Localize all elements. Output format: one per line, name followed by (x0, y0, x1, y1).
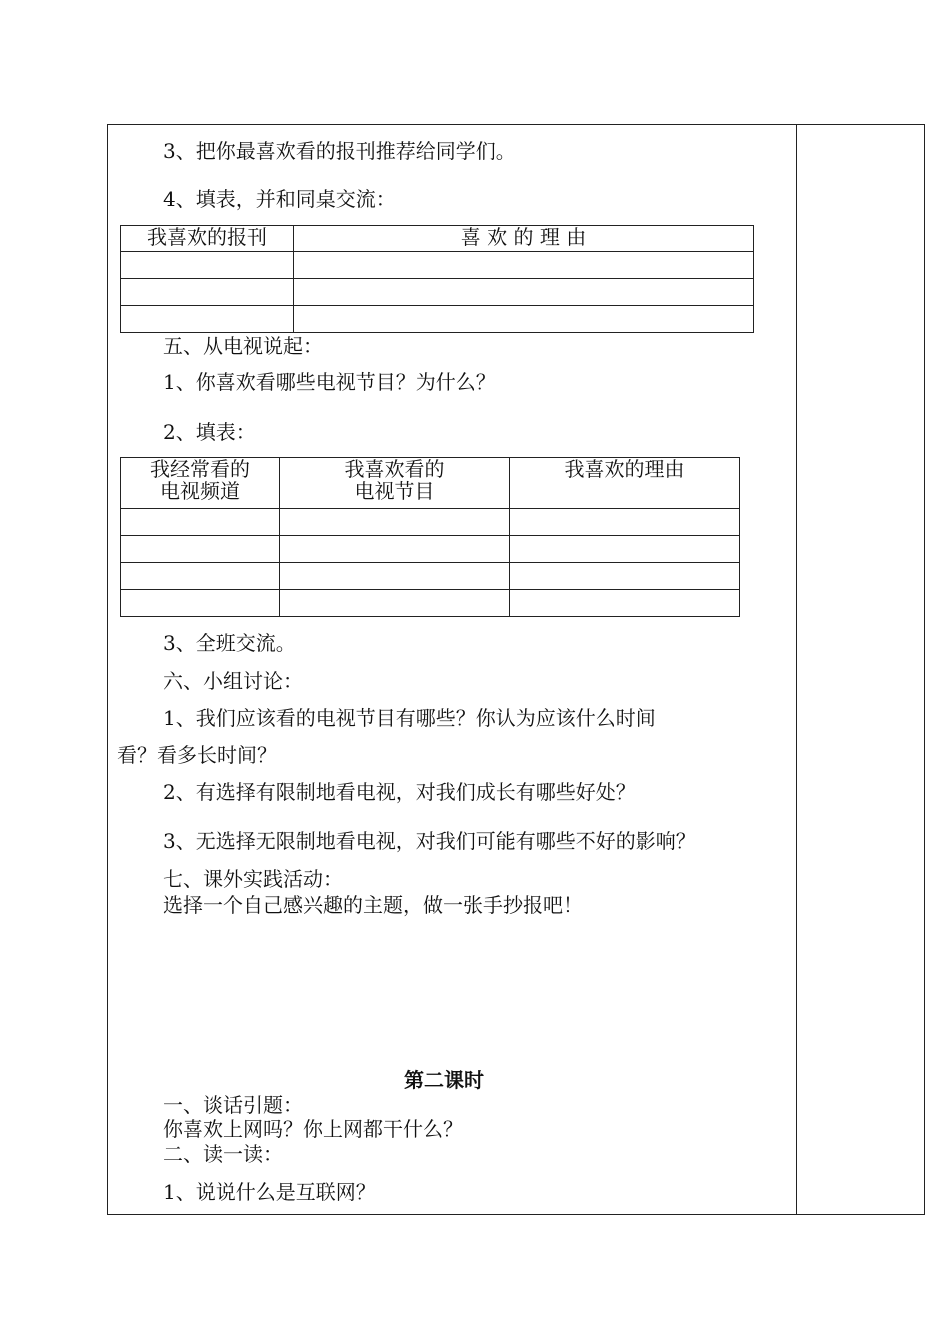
section-6-item-1-line-1: 1、我们应该看的电视节目有哪些？你认为应该什么时间 (163, 706, 656, 730)
section-6-item-3: 3、无选择无限制地看电视，对我们可能有哪些不好的影响？ (163, 829, 696, 853)
table-cell (510, 590, 740, 617)
table-cell (121, 252, 294, 279)
table-header-cell: 喜 欢 的 理 由 (294, 226, 754, 252)
lesson-2-section-2-item-1: 1、说说什么是互联网？ (163, 1180, 376, 1204)
section-5-item-1: 1、你喜欢看哪些电视节目？为什么？ (163, 370, 496, 394)
table-cell (121, 563, 280, 590)
section-5-item-3: 3、全班交流。 (163, 631, 296, 655)
lesson-2-section-1-body: 你喜欢上网吗？你上网都干什么？ (163, 1117, 463, 1141)
table-header-cell: 我喜欢的报刊 (121, 226, 294, 252)
section-6-item-1-line-2: 看？看多长时间？ (117, 743, 277, 767)
table-cell (121, 509, 280, 536)
item-3-recommend: 3、把你最喜欢看的报刊推荐给同学们。 (163, 139, 516, 163)
header-line: 电视频道 (160, 479, 240, 503)
column-divider (796, 125, 797, 1214)
table-header-cell (510, 458, 740, 509)
newspaper-table (120, 225, 754, 333)
section-5-item-2: 2、填表： (163, 420, 256, 444)
table-cell (510, 509, 740, 536)
lesson-2-heading: 第二课时 (404, 1068, 484, 1092)
table-cell (121, 306, 294, 333)
section-7-title: 七、课外实践活动： (163, 867, 343, 891)
table-header-cell (121, 458, 280, 509)
section-6-title: 六、小组讨论： (163, 669, 303, 693)
table-cell (280, 509, 510, 536)
table-cell (121, 590, 280, 617)
table-cell (280, 563, 510, 590)
table-header-cell (280, 458, 510, 509)
table-cell (280, 590, 510, 617)
table-cell (121, 279, 294, 306)
section-7-body: 选择一个自己感兴趣的主题，做一张手抄报吧！ (163, 893, 583, 917)
item-4-fill-table: 4、填表，并和同桌交流： (163, 187, 396, 211)
table-cell (294, 306, 754, 333)
header-line: 我经常看的 (150, 457, 250, 481)
table-cell (510, 536, 740, 563)
table-cell (294, 279, 754, 306)
section-6-item-2: 2、有选择有限制地看电视，对我们成长有哪些好处？ (163, 780, 636, 804)
section-5-title: 五、从电视说起： (163, 334, 323, 358)
table-cell (510, 563, 740, 590)
table-cell (280, 536, 510, 563)
table-cell (121, 536, 280, 563)
table-cell (294, 252, 754, 279)
header-line: 我喜欢的理由 (564, 457, 685, 481)
tv-table (120, 457, 740, 617)
lesson-2-section-2-title: 二、读一读： (163, 1142, 283, 1166)
header-line: 我喜欢看的 (344, 457, 445, 481)
lesson-2-section-1-title: 一、谈话引题： (163, 1093, 303, 1117)
header-line: 电视节目 (354, 479, 435, 503)
